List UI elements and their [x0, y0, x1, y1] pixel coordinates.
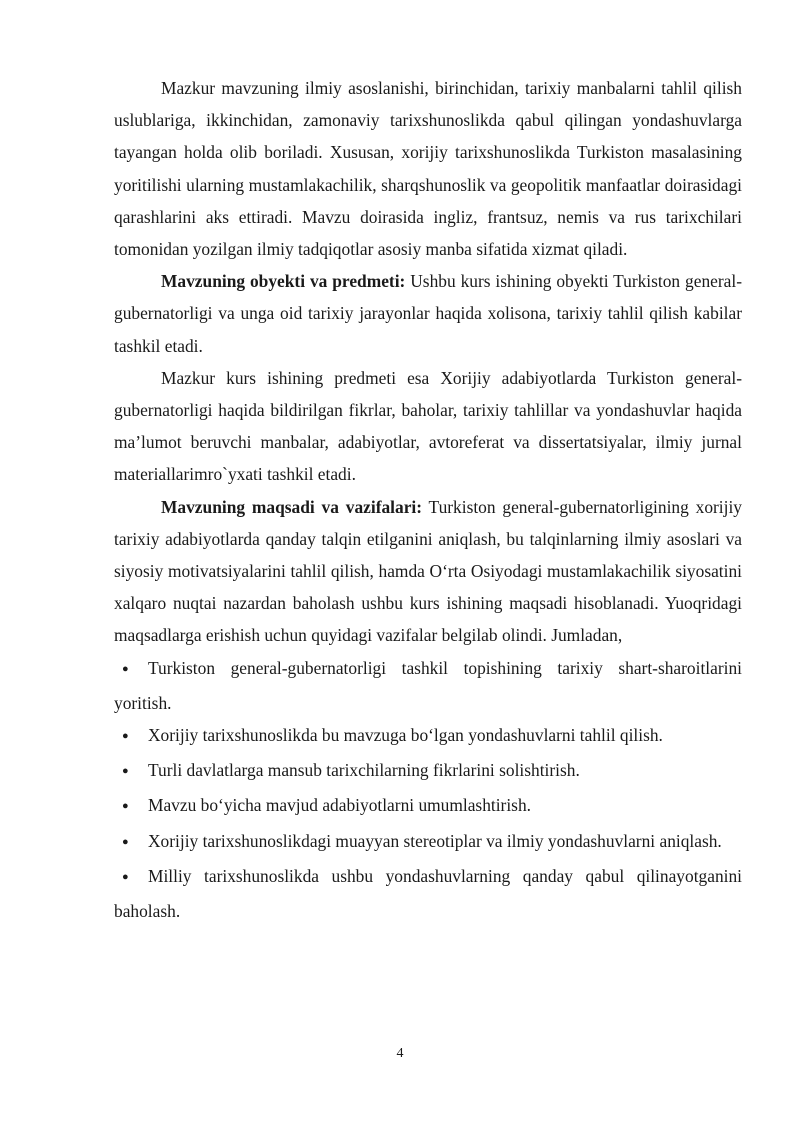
heading-object-subject: Mavzuning obyekti va predmeti: — [161, 271, 406, 292]
paragraph-goals-tasks — [114, 491, 742, 652]
text-object-subject: Ushbu kurs ishining obyekti Turkiston general-gubernatorligi va unga oid tarixiy jarayonlar haqida xolisona, tarixiy tahlil qilish kabilar tashkil etadi. — [114, 271, 742, 356]
list-item — [114, 652, 742, 719]
bullet-icon — [122, 754, 148, 789]
list-item-text: Xorijiy tarixshunoslikdagi muayyan stereotiplar va ilmiy yondashuvlarni aniqlash. — [148, 830, 722, 851]
bullet-icon — [122, 860, 148, 895]
list-item — [114, 860, 742, 927]
text-goals-tasks: Turkiston general-gubernatorligining xorijiy tarixiy adabiyotlarda qanday talqin etilganini aniqlash, bu talqinlarning ilmiy asoslari va siyosiy motivatsiyalarini tahlil qilish, hamda O‘rta Osiyodagi mustamlakachilik siyosatini xalqaro nuqtai nazardan baholash ushbu kurs ishining maqsadi hisoblanadi. Yuoqridagi maqsadlarga erishish uchun quyidagi vazifalar belgilab olindi. Jumladan, — [114, 496, 742, 646]
list-item — [114, 719, 742, 754]
list-item-text: Milliy tarixshunoslikda ushbu yondashuvlarning qanday qabul qilinayotganini baholash. — [114, 865, 742, 922]
tasks-list — [114, 652, 742, 928]
heading-goals-tasks: Mavzuning maqsadi va vazifalari: — [161, 496, 423, 517]
list-item — [114, 754, 742, 789]
paragraph-scientific-basis: Mazkur mavzuning ilmiy asoslanishi, birinchidan, tarixiy manbalarni tahlil qilish uslublariga, ikkinchidan, zamonaviy tarixshunoslikda qabul qilingan yondashuvlarga tayangan holda olib boriladi. Xususan, xorijiy tarixshunoslikda Turkiston masalasining yoritilishi ularning mustamlakachilik, sharqshunoslik va geopolitik manfaatlar doirasidagi qarashlarini aks ettiradi. Mavzu doirasida ingliz, frantsuz, nemis va rus tarixchilari tomonidan yozilgan ilmiy tadqiqotlar asosiy manba sifatida xizmat qiladi. — [114, 78, 742, 260]
document-page — [114, 72, 742, 927]
list-item-text: Turli davlatlarga mansub tarixchilarning fikrlarini solishtirish. — [148, 760, 580, 781]
paragraph-object-subject — [114, 265, 742, 362]
list-item — [114, 825, 742, 860]
list-item — [114, 789, 742, 824]
paragraph-subject-of-study: Mazkur kurs ishining predmeti esa Xorijiy adabiyotlarda Turkiston general-gubernatorligi haqida bildirilgan fikrlar, baholar, tarixiy tahlillar va yondashuvlar haqida ma’lumot beruvchi manbalar, adabiyotlar, avtoreferat va dissertatsiyalar, ilmiy jurnal materiallarimro`yxati tashkil etadi. — [114, 367, 742, 485]
bullet-icon — [122, 825, 148, 860]
list-item-text: Mavzu bo‘yicha mavjud adabiyotlarni umumlashtirish. — [148, 795, 531, 816]
bullet-icon — [122, 789, 148, 824]
list-item-text: Xorijiy tarixshunoslikda bu mavzuga bo‘lgan yondashuvlarni tahlil qilish. — [148, 725, 663, 746]
bullet-icon — [122, 652, 148, 687]
page-number: 4 — [396, 1046, 404, 1061]
bullet-icon — [122, 719, 148, 754]
list-item-text: Turkiston general-gubernatorligi tashkil topishining tarixiy shart-sharoitlarini yoritish. — [114, 657, 742, 713]
